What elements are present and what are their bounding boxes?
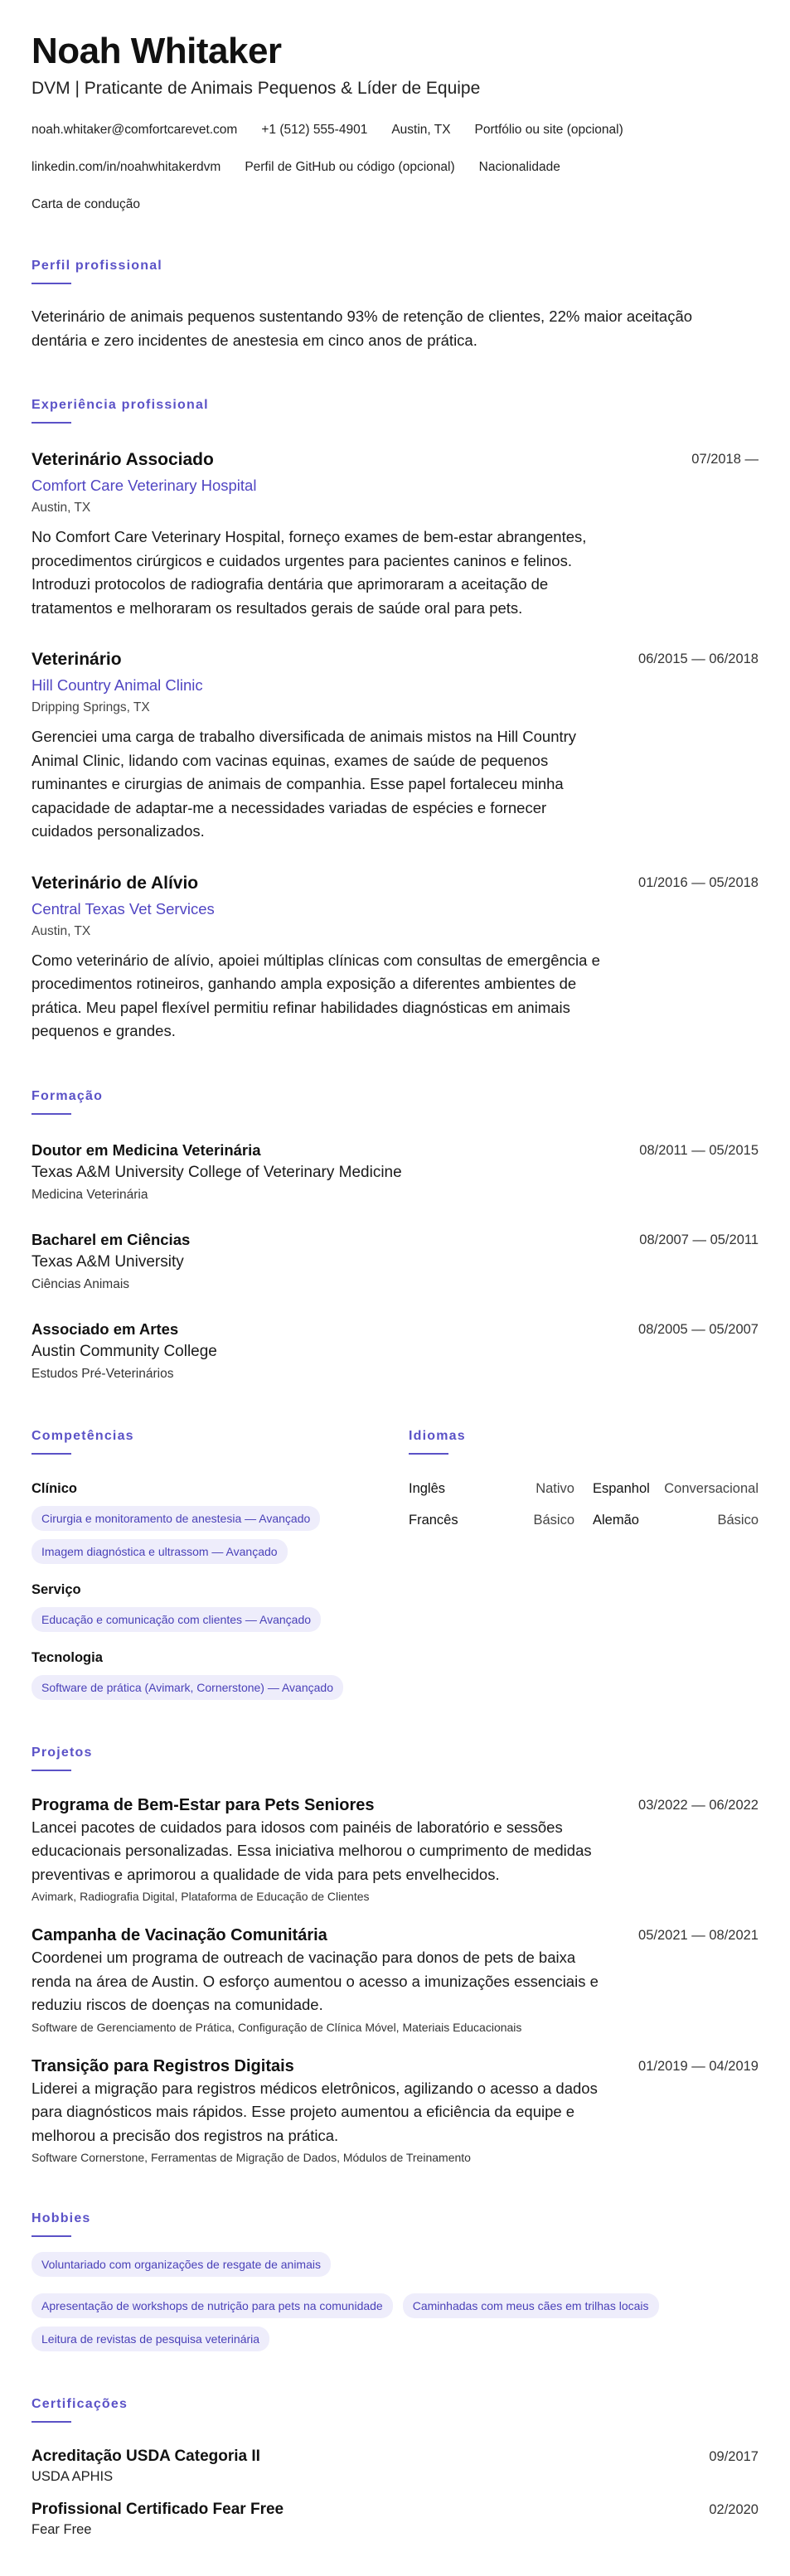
contact-nationality: Nacionalidade <box>478 160 560 174</box>
education-date: 08/2011 — 05/2015 <box>639 1142 758 1158</box>
skills-languages-row <box>32 1428 758 1700</box>
certification-issuer: Fear Free <box>32 2522 92 2537</box>
section-title: Experiência profissional <box>32 398 209 412</box>
project-description: Lancei pacotes de cuidados para idosos com painéis de laboratório e sessões educacionais personalizadas. Essa iniciativa melhorou o cumprimento de medidas preventivas e aprimorou a qualidade de vida para pets envelhecidos. <box>32 1818 592 1883</box>
job-entry <box>32 872 758 1043</box>
hobby-chip: Voluntariado com organizações de resgate de animais <box>32 2252 331 2277</box>
job-location: Austin, TX <box>32 923 91 938</box>
project-entry <box>32 1925 758 2036</box>
education-date: 08/2005 — 05/2007 <box>638 1321 758 1337</box>
section-title: Competências <box>32 1428 134 1443</box>
project-entry <box>32 2055 758 2167</box>
language-level: Básico <box>717 1512 758 1528</box>
education-degree: Bacharel em Ciências <box>32 1230 191 1248</box>
section-divider <box>32 1453 71 1455</box>
job-location: Dripping Springs, TX <box>32 700 150 714</box>
candidate-title: DVM | Praticante de Animais Pequenos & Líder de Equipe <box>32 79 481 98</box>
candidate-name: Noah Whitaker <box>32 31 282 71</box>
hobby-chip: Apresentação de workshops de nutrição para pets na comunidade <box>32 2293 393 2318</box>
hobby-chip-list <box>32 2252 758 2351</box>
project-description: Coordenei um programa de outreach de vacinação para donos de pets de baixa renda na área de Austin. O esforço aumentou o acesso a imunizações essenciais e reduziu riscos de doenças na comunidade. <box>32 1949 599 2013</box>
section-divider <box>32 1113 71 1115</box>
language-item <box>409 1479 574 1498</box>
job-location: Austin, TX <box>32 501 91 515</box>
contact-list <box>32 121 758 213</box>
job-list <box>32 448 758 1043</box>
job-title: Veterinário Associado <box>32 450 214 469</box>
education-entry <box>32 1140 758 1204</box>
education-degree: Associado em Artes <box>32 1319 179 1338</box>
education-field: Estudos Pré-Veterinários <box>32 1366 174 1381</box>
contact-driving-license: Carta de condução <box>32 197 140 211</box>
job-title: Veterinário de Alívio <box>32 873 199 893</box>
job-title: Veterinário <box>32 650 122 669</box>
experience-section <box>32 397 758 1043</box>
skill-group-title: Clínico <box>32 1480 78 1496</box>
summary-text: Veterinário de animais pequenos sustentando 93% de retenção de clientes, 22% maior aceitação dentária e zero incidentes de anestesia em cinco anos de prática. <box>32 307 693 349</box>
education-section <box>32 1088 758 1383</box>
project-title: Transição para Registros Digitais <box>32 2056 294 2075</box>
contact-email[interactable]: noah.whitaker@comfortcarevet.com <box>32 123 238 137</box>
section-title: Formação <box>32 1088 104 1103</box>
projects-section <box>32 1745 758 2167</box>
hobby-chip: Leitura de revistas de pesquisa veterinária <box>32 2327 269 2351</box>
job-date: 01/2016 — 05/2018 <box>638 874 758 890</box>
certification-entry <box>32 2499 758 2539</box>
skills-section <box>32 1428 409 1700</box>
hobbies-section <box>32 2210 758 2351</box>
language-name: Espanhol <box>593 1480 650 1496</box>
section-title: Idiomas <box>409 1428 466 1443</box>
skill-chip: Imagem diagnóstica e ultrassom — Avançado <box>32 1539 288 1564</box>
skill-chip: Educação e comunicação com clientes — Avançado <box>32 1607 321 1632</box>
language-list <box>409 1479 758 1529</box>
skill-chip: Software de prática (Avimark, Cornerstone) — Avançado <box>32 1675 343 1700</box>
skill-group-title: Serviço <box>32 1581 81 1597</box>
certification-entry <box>32 2446 758 2486</box>
contact-portfolio[interactable]: Portfólio ou site (opcional) <box>474 123 623 137</box>
job-description: Gerenciei uma carga de trabalho diversificada de animais mistos na Hill Country Animal Clinic, lidando com vacinas equinas, exames de saúde de pequenos ruminantes e cirurgias de animais de companhia. Esse papel fortaleceu minha capacidade de adaptar-me a necessidades variadas de espécies e fornecer cuidados personalizados. <box>32 728 577 840</box>
education-entry <box>32 1319 758 1383</box>
contact-linkedin[interactable]: linkedin.com/in/noahwhitakerdvm <box>32 160 221 174</box>
skill-chip-list <box>32 1506 409 1564</box>
project-tools: Avimark, Radiografia Digital, Plataforma de Educação de Clientes <box>32 1890 370 1903</box>
project-entry <box>32 1794 758 1905</box>
language-name: Alemão <box>593 1512 639 1528</box>
job-company: Hill Country Animal Clinic <box>32 676 203 694</box>
language-name: Inglês <box>409 1480 446 1496</box>
section-title: Perfil profissional <box>32 259 162 273</box>
certification-issuer: USDA APHIS <box>32 2469 114 2484</box>
summary-section <box>32 258 758 352</box>
job-company: Comfort Care Veterinary Hospital <box>32 477 257 494</box>
certification-date: 09/2017 <box>709 2449 758 2464</box>
project-date: 05/2021 — 08/2021 <box>638 1928 758 1943</box>
hobby-chip: Caminhadas com meus cães em trilhas locais <box>403 2293 659 2318</box>
education-school: Texas A&M University College of Veterinary Medicine <box>32 1163 402 1181</box>
education-field: Medicina Veterinária <box>32 1187 148 1202</box>
language-level: Básico <box>533 1512 574 1528</box>
language-item <box>409 1511 574 1529</box>
certifications-section <box>32 2396 758 2539</box>
language-item <box>593 1479 758 1498</box>
job-description: No Comfort Care Veterinary Hospital, forneço exames de bem-estar abrangentes, procedimentos cirúrgicos e cuidados urgentes para pacientes caninos e felinos. Introduzi protocolos de radiografia dentária que aprimoraram a aceitação de tratamentos e melhoraram os resultados gerais de saúde oral para pets. <box>32 528 587 617</box>
section-divider <box>32 2235 71 2237</box>
language-level: Nativo <box>536 1480 574 1496</box>
section-title: Hobbies <box>32 2211 91 2225</box>
education-date: 08/2007 — 05/2011 <box>639 1232 758 1247</box>
section-title: Certificações <box>32 2397 128 2411</box>
project-tools: Software de Gerenciamento de Prática, Configuração de Clínica Móvel, Materiais Educacionais <box>32 2020 522 2034</box>
certification-name: Acreditação USDA Categoria II <box>32 2448 260 2465</box>
skill-chip-list <box>32 1607 409 1632</box>
project-tools: Software Cornerstone, Ferramentas de Migração de Dados, Módulos de Treinamento <box>32 2151 471 2164</box>
contact-github[interactable]: Perfil de GitHub ou código (opcional) <box>245 160 455 174</box>
education-school: Austin Community College <box>32 1342 217 1360</box>
language-level: Conversacional <box>664 1480 758 1496</box>
project-description: Liderei a migração para registros médicos eletrônicos, agilizando o acesso a dados para diagnósticos mais rápidos. Esse projeto aumentou a eficiência da equipe e melhorou a precisão dos registros na prática. <box>32 2079 598 2144</box>
job-description: Como veterinário de alívio, apoiei múltiplas clínicas com consultas de emergência e procedimentos rotineiros, ganhando ampla exposição a diferentes ambientes de prática. Meu papel flexível permitiu refinar habilidades diagnósticas em animais pequenos e grandes. <box>32 951 600 1039</box>
job-date: 06/2015 — 06/2018 <box>638 651 758 666</box>
certification-name: Profissional Certificado Fear Free <box>32 2501 284 2518</box>
job-entry <box>32 448 758 620</box>
project-title: Campanha de Vacinação Comunitária <box>32 1926 327 1944</box>
job-date: 07/2018 — <box>691 452 758 467</box>
skill-chip: Cirurgia e monitoramento de anestesia — Avançado <box>32 1506 320 1531</box>
job-entry <box>32 648 758 844</box>
section-divider <box>32 422 71 424</box>
education-degree: Doutor em Medicina Veterinária <box>32 1140 261 1159</box>
certification-date: 02/2020 <box>709 2502 758 2517</box>
education-field: Ciências Animais <box>32 1276 130 1291</box>
section-divider <box>32 283 71 284</box>
section-title: Projetos <box>32 1745 93 1760</box>
job-company: Central Texas Vet Services <box>32 899 215 918</box>
project-title: Programa de Bem-Estar para Pets Seniores <box>32 1795 375 1814</box>
skill-chip-list <box>32 1675 409 1700</box>
language-item <box>593 1511 758 1529</box>
section-divider <box>32 2421 71 2423</box>
language-name: Francês <box>409 1512 458 1528</box>
education-school: Texas A&M University <box>32 1252 184 1271</box>
education-entry <box>32 1229 758 1294</box>
project-date: 03/2022 — 06/2022 <box>638 1797 758 1813</box>
skill-group-title: Tecnologia <box>32 1649 103 1665</box>
project-date: 01/2019 — 04/2019 <box>638 2058 758 2074</box>
section-divider <box>32 1770 71 1771</box>
section-divider <box>409 1453 448 1455</box>
contact-phone[interactable]: +1 (512) 555-4901 <box>261 123 368 137</box>
contact-location: Austin, TX <box>391 123 451 137</box>
languages-section <box>409 1428 758 1700</box>
